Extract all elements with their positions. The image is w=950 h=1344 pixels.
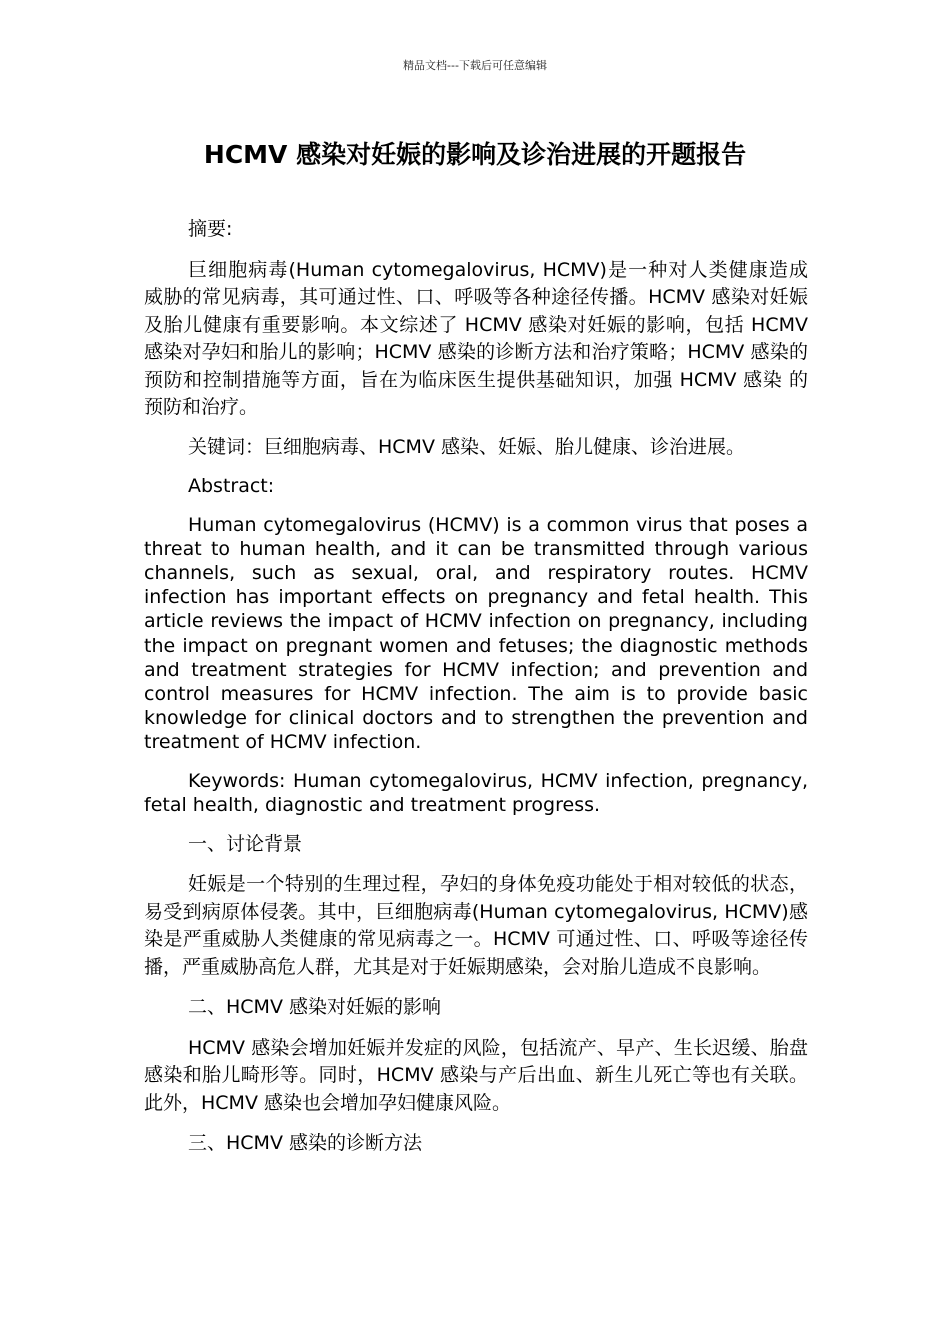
document-body [144, 216, 808, 1158]
abstract-heading-en: Abstract: [188, 475, 275, 497]
abstract-paragraph-en: Human cytomegalovirus (HCMV) is a common virus that poses a threat to human health, and it can be transmitted through various channels, such as sexual, oral, and respiratory routes. HCMV infection has important effects on pregnancy and fetal health. This article reviews the impact of HCMV infection on pregnancy, including the impact on pregnant women and fetuses; the diagnostic methods and treatment strategies for HCMV infection; and prevention and control measures for HCMV infection. The aim is to provide basic knowledge for clinical doctors and to strengthen the prevention and treatment of HCMV infection. [144, 513, 808, 754]
section-paragraph-pregnancy-impact: HCMV 感染会增加妊娠并发症的风险，包括流产、早产、生长迟缓、胎盘感染和胎儿畸形等。同时，HCMV 感染与产后出血、新生儿死亡等也有关联。此外，HCMV 感染也会增加孕妇健康风险。 [144, 1036, 808, 1114]
document-title: HCMV 感染对妊娠的影响及诊治进展的开题报告 [203, 140, 747, 169]
section-heading-diagnosis: 三、HCMV 感染的诊断方法 [188, 1132, 422, 1155]
section-heading-background: 一、讨论背景 [188, 832, 303, 855]
header-note: 精品文档---下载后可任意编辑 [403, 59, 547, 72]
abstract-heading-cn: 摘要: [188, 218, 233, 240]
section-heading-pregnancy-impact: 二、HCMV 感染对妊娠的影响 [188, 996, 441, 1019]
keywords-en: Keywords: Human cytomegalovirus, HCMV infection, pregnancy, fetal health, diagnostic and treatment progress. [144, 769, 808, 816]
keywords-cn: 关键词：巨细胞病毒、HCMV 感染、妊娠、胎儿健康、诊治进展。 [188, 435, 745, 458]
section-paragraph-background: 妊娠是一个特别的生理过程，孕妇的身体免疫功能处于相对较低的状态，易受到病原体侵袭。其中，巨细胞病毒(Human cytomegalovirus, HCMV)感染是严重威胁人类健康的常见病毒之一。HCMV 可通过性、口、呼吸等途径传播，严重威胁高危人群，尤其是对于妊娠期感染，会对胎儿造成不良影响。 [144, 873, 808, 978]
abstract-paragraph-cn: 巨细胞病毒(Human cytomegalovirus, HCMV)是一种对人类健康造成威胁的常见病毒，其可通过性、口、呼吸等各种途径传播。HCMV 感染对妊娠及胎儿健康有重要影响。本文综述了 HCMV 感染对妊娠的影响，包括 HCMV 感染对孕妇和胎儿的影响；HCMV 感染的诊断方法和治疗策略；HCMV 感染的预防和控制措施等方面，旨在为临床医生提供基础知识，加强 HCMV 感染 的预防和治疗。 [144, 258, 808, 418]
